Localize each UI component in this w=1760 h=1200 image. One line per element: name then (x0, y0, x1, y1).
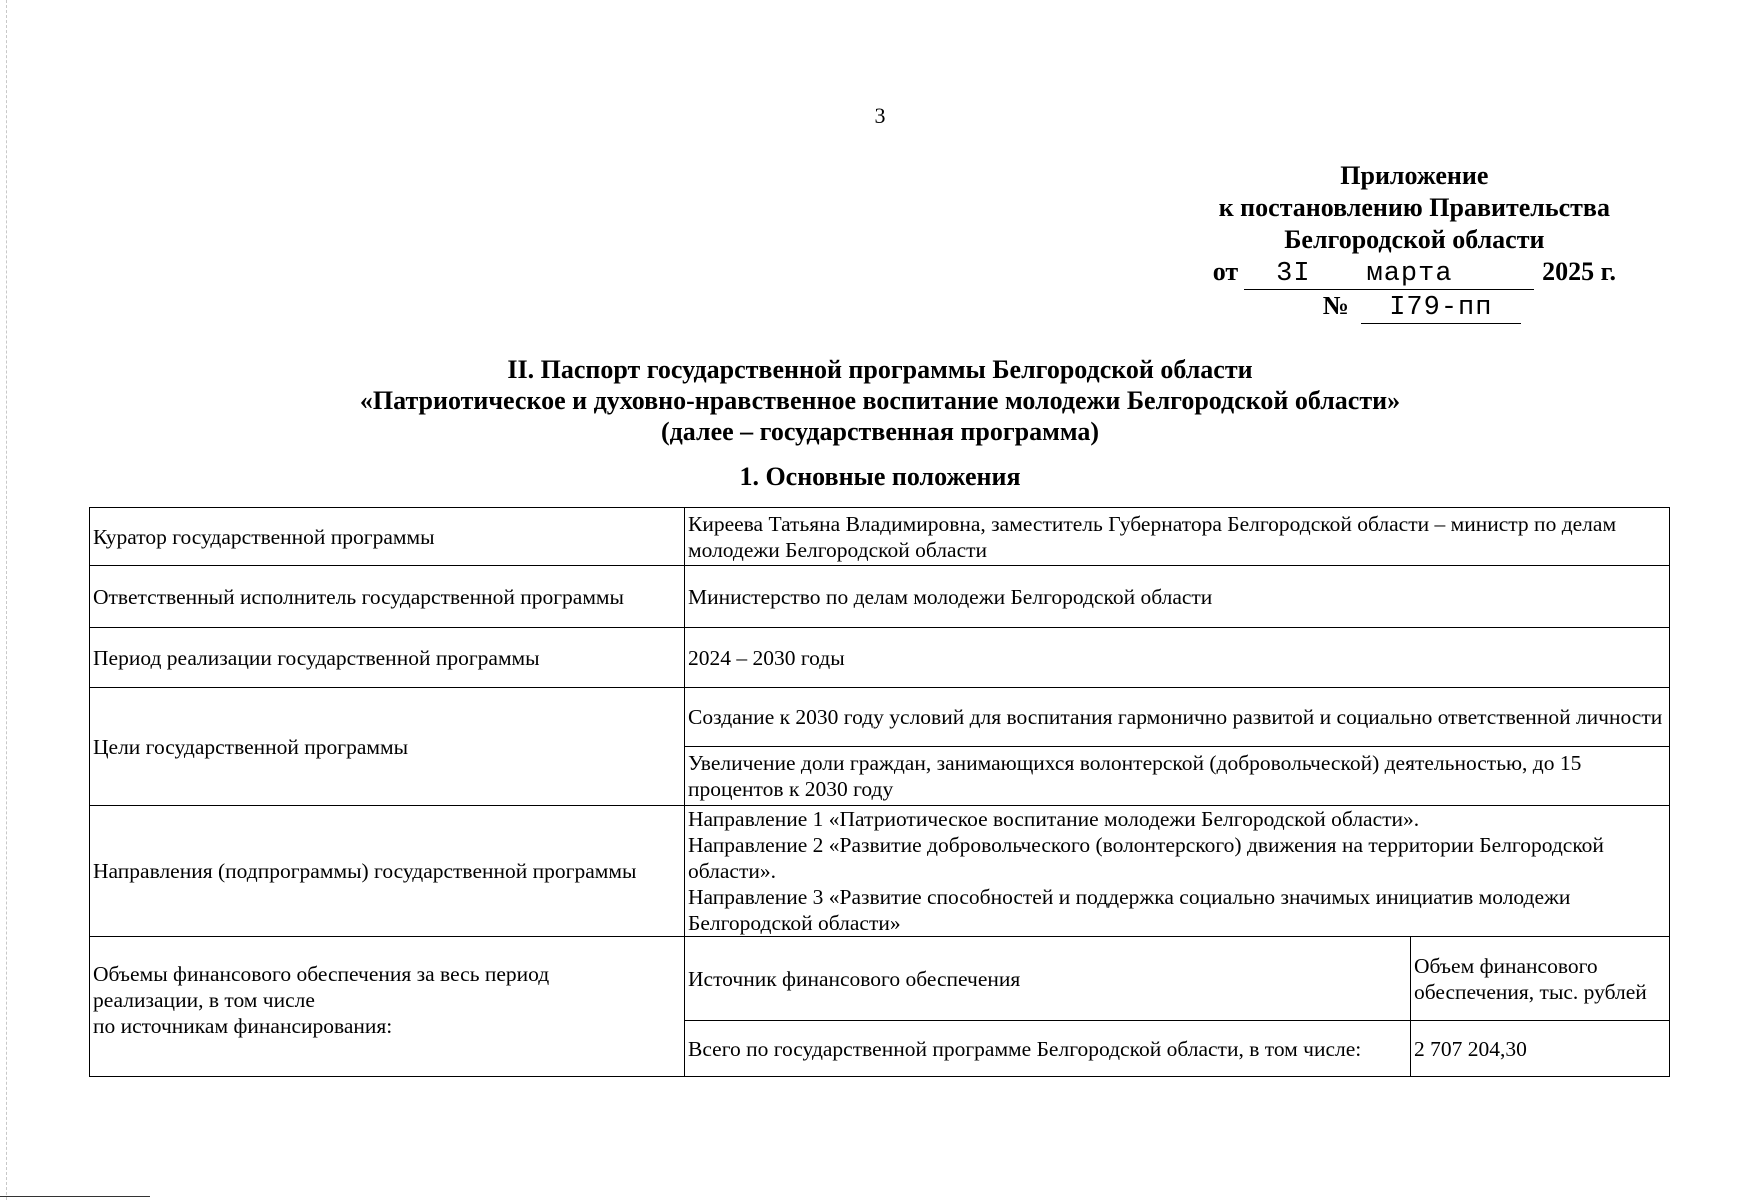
appendix-date-row (1213, 256, 1616, 290)
document-title (0, 354, 1760, 447)
period-value: 2024 – 2030 годы (685, 628, 1670, 688)
executor-label: Ответственный исполнитель государственной программы (90, 566, 685, 628)
period-label: Период реализации государственной программы (90, 628, 685, 688)
table-row-executor (90, 566, 1670, 628)
table-row-finance-header (90, 937, 1670, 1021)
executor-value: Министерство по делам молодежи Белгородской области (685, 566, 1670, 628)
table-row-period (90, 628, 1670, 688)
curator-value: Киреева Татьяна Владимировна, заместитель Губернатора Белгородской области – министр по делам молодежи Белгородской области (685, 508, 1670, 566)
page-number: 3 (874, 103, 886, 128)
number-handwritten-value: I79-пп (1361, 293, 1521, 324)
table-row-directions (90, 806, 1670, 937)
finance-source-header: Источник финансового обеспечения (685, 937, 1411, 1021)
number-prefix: № (1322, 291, 1349, 320)
table-row-curator (90, 508, 1670, 566)
scan-edge-line (6, 0, 7, 1200)
date-day: 3I (1276, 259, 1311, 289)
directions-label: Направления (подпрограммы) государственной программы (90, 806, 685, 937)
goal-item: Создание к 2030 году условий для воспитания гармонично развитой и социально ответственной личности (685, 688, 1670, 747)
appendix-region-line: Белгородской области (1284, 225, 1545, 254)
footnote-rule (0, 1196, 150, 1197)
date-month: марта (1366, 259, 1453, 289)
table-row-goals (90, 688, 1670, 747)
goal-item: Увеличение доли граждан, занимающихся волонтерской (добровольческой) деятельностью, до 15 процентов к 2030 году (685, 747, 1670, 806)
title-line-1: II. Паспорт государственной программы Белгородской области (507, 355, 1253, 384)
appendix-block (1213, 160, 1616, 324)
date-prefix: от (1212, 257, 1239, 286)
title-line-2: «Патриотическое и духовно-нравственное воспитание молодежи Белгородской области» (359, 386, 1401, 415)
finance-total-label: Всего по государственной программе Белгородской области, в том числе: (685, 1021, 1411, 1077)
date-year: 2025 г. (1542, 257, 1616, 286)
finance-label-line: реализации, в том числе (93, 988, 315, 1012)
direction-item: Направление 2 «Развитие добровольческого (волонтерского) движения на территории Белгородской области». (688, 833, 1604, 883)
finance-label-line: по источникам финансирования: (93, 1014, 393, 1038)
direction-item: Направление 3 «Развитие способностей и поддержка социально значимых инициатив молодежи Белгородской области» (688, 885, 1571, 935)
appendix-number-row (1213, 290, 1616, 324)
direction-item: Направление 1 «Патриотическое воспитание молодежи Белгородской области». (688, 807, 1420, 831)
finance-amount-header: Объем финансового обеспечения, тыс. рублей (1411, 937, 1670, 1021)
goals-label: Цели государственной программы (90, 688, 685, 806)
appendix-resolution-line: к постановлению Правительства (1218, 193, 1610, 222)
section-title: 1. Основные положения (739, 462, 1021, 491)
date-handwritten-field (1244, 259, 1534, 290)
finance-label (90, 937, 685, 1077)
directions-value (685, 806, 1670, 937)
program-passport-table (89, 507, 1670, 1077)
title-line-3: (далее – государственная программа) (660, 417, 1100, 446)
appendix-title: Приложение (1340, 161, 1489, 190)
curator-label: Куратор государственной программы (90, 508, 685, 566)
finance-total-value: 2 707 204,30 (1411, 1021, 1670, 1077)
finance-label-line: Объемы финансового обеспечения за весь период (93, 962, 550, 986)
